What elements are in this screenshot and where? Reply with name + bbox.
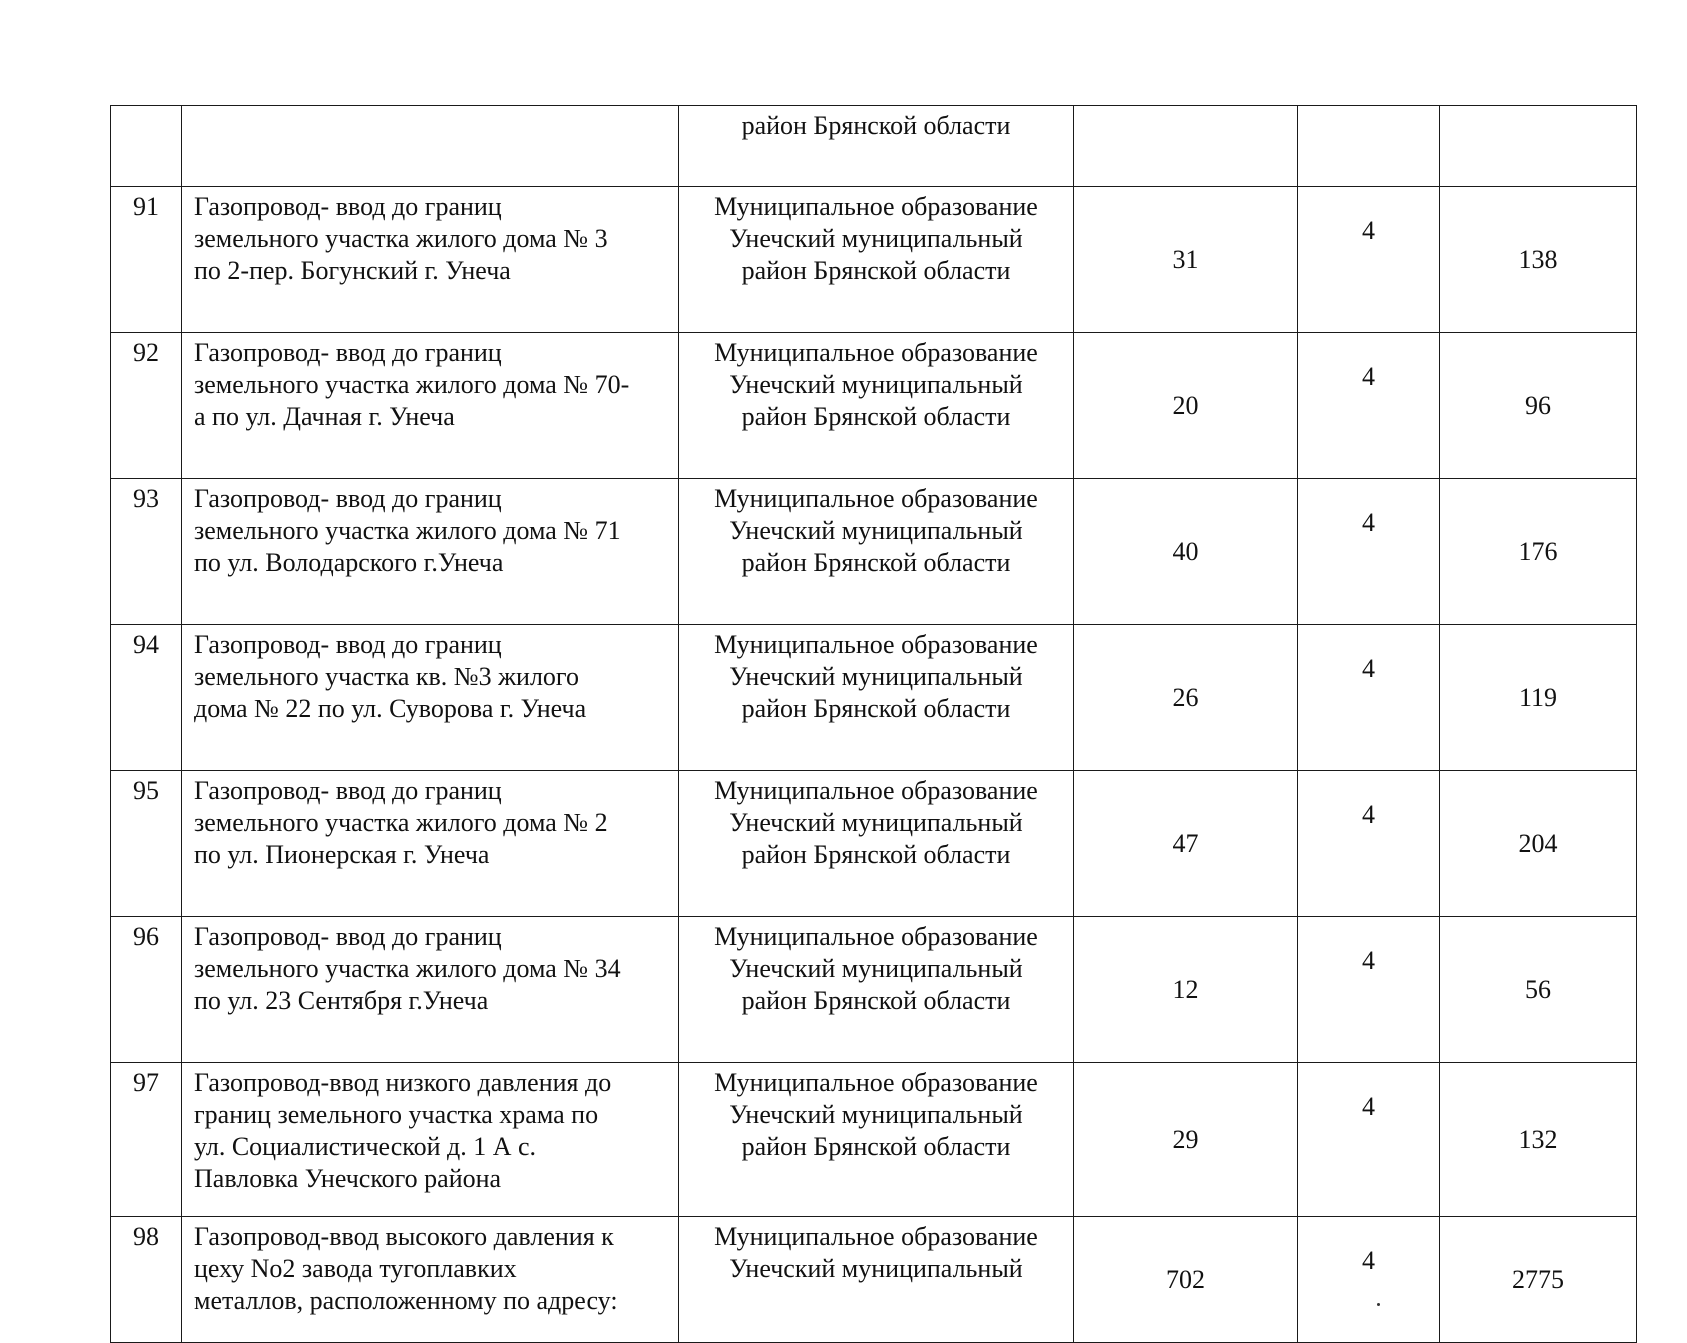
table-row — [111, 187, 1637, 333]
table-row — [111, 625, 1637, 771]
object-name-cell: Газопровод- ввод до границ земельного участка жилого дома № 71 по ул. Володарского г.Унеча — [182, 479, 679, 625]
length-cell: 29 — [1074, 1063, 1298, 1217]
length-cell: 47 — [1074, 771, 1298, 917]
row-number-cell: 91 — [111, 187, 182, 333]
row-number-cell — [111, 106, 182, 187]
diameter-cell: 4 — [1298, 479, 1440, 625]
row-number-cell: 93 — [111, 479, 182, 625]
length-cell: 20 — [1074, 333, 1298, 479]
length-cell: 26 — [1074, 625, 1298, 771]
owner-cell: Муниципальное образование Унечский муниципальный район Брянской области — [679, 771, 1074, 917]
area-cell: 56 — [1440, 917, 1637, 1063]
object-name-cell: Газопровод- ввод до границ земельного участка жилого дома № 70- а по ул. Дачная г. Унеча — [182, 333, 679, 479]
object-name-cell — [182, 106, 679, 187]
gas-pipeline-table — [110, 105, 1637, 1343]
area-cell: 176 — [1440, 479, 1637, 625]
length-cell: 40 — [1074, 479, 1298, 625]
table-row — [111, 917, 1637, 1063]
length-cell: 12 — [1074, 917, 1298, 1063]
diameter-cell: 4 — [1298, 625, 1440, 771]
object-name-cell: Газопровод- ввод до границ земельного участка жилого дома № 3 по 2-пер. Богунский г. Унеча — [182, 187, 679, 333]
object-name-cell: Газопровод- ввод до границ земельного участка кв. №3 жилого дома № 22 по ул. Суворова г. Унеча — [182, 625, 679, 771]
owner-cell: Муниципальное образование Унечский муниципальный район Брянской области — [679, 479, 1074, 625]
table-row — [111, 479, 1637, 625]
diameter-cell: 4 — [1298, 917, 1440, 1063]
row-number-cell: 97 — [111, 1063, 182, 1217]
object-name-cell: Газопровод-ввод высокого давления к цеху No2 завода тугоплавких металлов, расположенному по адресу: — [182, 1217, 679, 1343]
table-row — [111, 1217, 1637, 1343]
object-name-cell: Газопровод-ввод низкого давления до границ земельного участка храма по ул. Социалистической д. 1 А с. Павловка Унечского района — [182, 1063, 679, 1217]
row-number-cell: 95 — [111, 771, 182, 917]
area-cell: 204 — [1440, 771, 1637, 917]
scan-speck — [1377, 1303, 1380, 1306]
diameter-cell: 4 — [1298, 333, 1440, 479]
area-cell: 132 — [1440, 1063, 1637, 1217]
owner-cell: Муниципальное образование Унечский муниципальный район Брянской области — [679, 333, 1074, 479]
row-number-cell: 92 — [111, 333, 182, 479]
length-cell: 31 — [1074, 187, 1298, 333]
owner-cell: Муниципальное образование Унечский муниципальный район Брянской области — [679, 1063, 1074, 1217]
row-number-cell: 96 — [111, 917, 182, 1063]
object-name-cell: Газопровод- ввод до границ земельного участка жилого дома № 34 по ул. 23 Сентября г.Унеча — [182, 917, 679, 1063]
area-cell: 96 — [1440, 333, 1637, 479]
table-row — [111, 333, 1637, 479]
row-number-cell: 94 — [111, 625, 182, 771]
area-cell: 2775 — [1440, 1217, 1637, 1343]
diameter-cell — [1298, 106, 1440, 187]
diameter-cell: 4 — [1298, 187, 1440, 333]
length-cell — [1074, 106, 1298, 187]
table-row — [111, 106, 1637, 187]
row-number-cell: 98 — [111, 1217, 182, 1343]
length-cell: 702 — [1074, 1217, 1298, 1343]
owner-cell: Муниципальное образование Унечский муниципальный — [679, 1217, 1074, 1343]
owner-cell: Муниципальное образование Унечский муниципальный район Брянской области — [679, 625, 1074, 771]
diameter-cell: 4 — [1298, 771, 1440, 917]
area-cell: 119 — [1440, 625, 1637, 771]
diameter-cell: 4 — [1298, 1217, 1440, 1343]
owner-cell: Муниципальное образование Унечский муниципальный район Брянской области — [679, 917, 1074, 1063]
area-cell: 138 — [1440, 187, 1637, 333]
table-row — [111, 771, 1637, 917]
area-cell — [1440, 106, 1637, 187]
owner-cell: район Брянской области — [679, 106, 1074, 187]
diameter-cell: 4 — [1298, 1063, 1440, 1217]
table-row — [111, 1063, 1637, 1217]
object-name-cell: Газопровод- ввод до границ земельного участка жилого дома № 2 по ул. Пионерская г. Унеча — [182, 771, 679, 917]
owner-cell: Муниципальное образование Унечский муниципальный район Брянской области — [679, 187, 1074, 333]
